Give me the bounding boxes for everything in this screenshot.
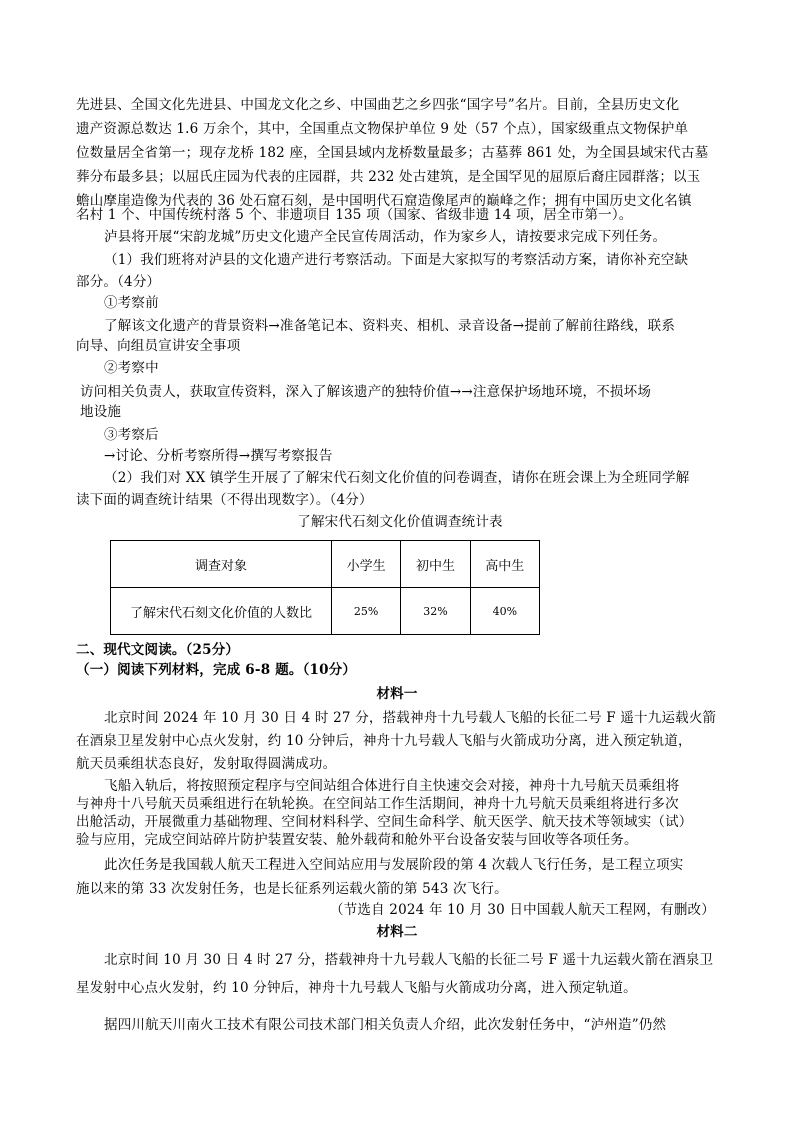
before-line-2: 向导、向组员宣讲安全事项 — [76, 338, 241, 354]
m2-p1-line-2: 星发射中心点火发射，约 10 分钟后，神舟十九号载人飞船与火箭成功分离，进入预定轨道。 — [76, 980, 637, 996]
survey-table — [110, 540, 540, 635]
material1-title: 材料一 — [376, 686, 418, 702]
during-line-1: 访问相关负责人，获取宣传资料，深入了解该遗产的独特价值→→注意保护场地环境，不损坏场 — [80, 384, 652, 400]
m1-p1-line-2: 在酒泉卫星发射中心点火发射，约 10 分钟后，神舟十九号载人飞船与火箭成功分离，进入预定轨道， — [76, 733, 692, 749]
intro-line-3: 位数量居全省第一；现存龙桥 182 座，全国县域内龙桥数量最多；古墓葬 861 处，为全国县域宋代古墓 — [76, 145, 709, 161]
q2-line-1: （2）我们对 XX 镇学生开展了了解宋代石刻文化价值的问卷调查，请你在班会课上为全班同学解 — [104, 470, 690, 486]
header-primary: 小学生 — [331, 541, 400, 588]
header-subject: 调查对象 — [111, 541, 332, 588]
header-high: 高中生 — [470, 541, 539, 588]
section-title: 二、现代文阅读。（25分） — [76, 642, 240, 658]
intro-line-2: 遗产资源总数达 1.6 万余个，其中，全国重点文物保护单位 9 处（57 个点），国家级重点文物保护单 — [76, 121, 689, 137]
value-primary: 25% — [331, 588, 400, 635]
m1-p1-line-3: 航天员乘组状态良好，发射取得圆满成功。 — [76, 756, 337, 772]
during-title: ②考察中 — [104, 360, 159, 376]
m1-p3-line-2: 施以来的第 33 次发射任务，也是长征系列运载火箭的第 543 次飞行。 — [76, 881, 508, 897]
q2-line-2: 读下面的调查统计结果（不得出现数字）。（4分） — [76, 492, 373, 508]
table-row — [111, 588, 540, 635]
section-subtitle: （一）阅读下列材料，完成 6-8 题。（10分） — [76, 662, 357, 678]
intro-line-6: 名村 1 个、中国传统村落 5 个、非遗项目 135 项（国家、省级非遗 14 项，居全市第一）。 — [76, 207, 633, 223]
m2-p1-line-1: 北京时间 10 月 30 日 4 时 27 分，搭载神舟十九号载人飞船的长征二号 F 遥十九运载火箭在酒泉卫 — [104, 952, 714, 968]
q1-line-2: 部分。（4分） — [76, 274, 161, 290]
row-label: 了解宋代石刻文化价值的人数比 — [111, 588, 332, 635]
header-middle: 初中生 — [401, 541, 470, 588]
after-title: ③考察后 — [104, 427, 159, 443]
table-header-row — [111, 541, 540, 588]
intro-line-4: 葬分布最多县；以屈氏庄园为代表的庄园群，共 232 处古建筑，是全国罕见的屈原后裔庄园群落；以玉 — [76, 169, 701, 185]
value-middle: 32% — [401, 588, 470, 635]
m1-p1-line-1: 北京时间 2024 年 10 月 30 日 4 时 27 分，搭载神舟十九号载人飞船的长征二号 F 遥十九运载火箭 — [104, 710, 717, 726]
before-title: ①考察前 — [104, 295, 159, 311]
m1-source: （节选自 2024 年 10 月 30 日中国载人航天工程网，有删改） — [330, 902, 715, 918]
q1-line-1: （1）我们班将对泸县的文化遗产进行考察活动。下面是大家拟写的考察活动方案，请你补充空缺 — [104, 252, 689, 268]
table-title: 了解宋代石刻文化价值调查统计表 — [297, 514, 503, 530]
intro-line-5: 蟾山摩崖造像为代表的 36 处石窟石刻，是中国明代石窟造像尾声的巅峰之作；拥有中国历史文化名镇 — [76, 193, 692, 209]
after-line-1: →讨论、分析考察所得→撰写考察报告 — [104, 448, 333, 464]
m2-p2-line-1: 据四川航天川南火工技术有限公司技术部门相关负责人介绍，此次发射任务中，“泸州造”仍然 — [104, 1017, 667, 1033]
task-intro: 泸县将开展“宋韵龙城”历史文化遗产全民宣传周活动，作为家乡人，请按要求完成下列任务。 — [104, 229, 667, 245]
during-line-2: 地设施 — [80, 404, 122, 420]
material2-title: 材料二 — [376, 924, 418, 940]
m1-p2-line-3: 出舱活动，开展微重力基础物理、空间材料科学、空间生命科学、航天医学、航天技术等领域实（试） — [76, 814, 693, 830]
m1-p2-line-1: 飞船入轨后，将按照预定程序与空间站组合体进行自主快速交会对接，神舟十九号航天员乘组将 — [104, 778, 680, 794]
m1-p2-line-2: 与神舟十八号航天员乘组进行在轨轮换。在空间站工作生活期间，神舟十九号航天员乘组将进行多次 — [76, 796, 679, 812]
m1-p3-line-1: 此次任务是我国载人航天工程进入空间站应用与发展阶段的第 4 次载人飞行任务，是工程立项实 — [104, 857, 684, 873]
m1-p2-line-4: 验与应用，完成空间站碎片防护装置安装、舱外载荷和舱外平台设备安装与回收等各项任务。 — [76, 832, 638, 848]
intro-line-1: 先进县、全国文化先进县、中国龙文化之乡、中国曲艺之乡四张“国字号”名片。目前，全县历史文化 — [76, 97, 680, 113]
before-line-1: 了解该文化遗产的背景资料→准备笔记本、资料夹、相机、录音设备→提前了解前往路线，联系 — [104, 318, 676, 334]
value-high: 40% — [470, 588, 539, 635]
